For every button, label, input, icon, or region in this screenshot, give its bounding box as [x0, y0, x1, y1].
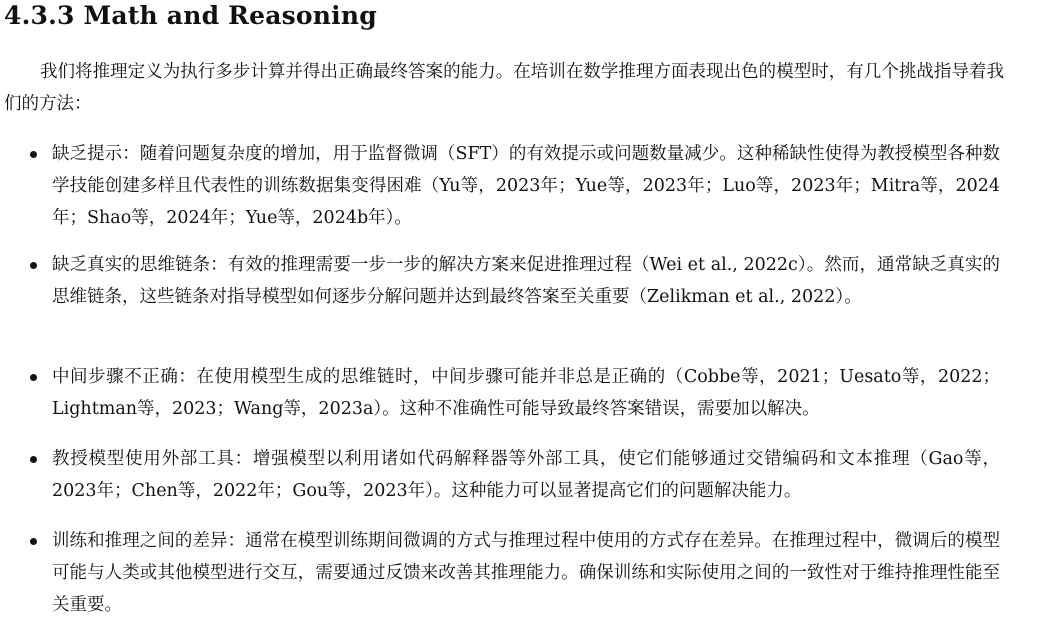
list-item-text: 中间步骤不正确：在使用模型生成的思维链时，中间步骤可能并非总是正确的（Cobbe等，2021；Uesato等，2022；Lightman等，2023；Wang等，2023a）。这种不准确性可能导致最终答案错误，需要加以解决。	[52, 367, 1000, 419]
bullet-icon	[30, 151, 37, 158]
bullet-icon	[30, 456, 37, 463]
section-heading: 4.3.3 Math and Reasoning	[4, 1, 377, 30]
bullet-icon	[30, 538, 37, 545]
intro-paragraph: 我们将推理定义为执行多步计算并得出正确最终答案的能力。在培训在数学推理方面表现出色的模型时，有几个挑战指导着我们的方法：	[4, 62, 1004, 114]
bullet-icon	[30, 374, 37, 381]
list-item-text: 缺乏真实的思维链条：有效的推理需要一步一步的解决方案来促进推理过程（Wei et al., 2022c）。然而，通常缺乏真实的思维链条，这些链条对指导模型如何逐步分解问题并达到最终答案至关重要（Zelikman et al., 2022）。	[52, 255, 1000, 307]
list-item-text: 缺乏提示：随着问题复杂度的增加，用于监督微调（SFT）的有效提示或问题数量减少。这种稀缺性使得为教授模型各种数学技能创建多样且代表性的训练数据集变得困难（Yu等，2023年；Yue等，2023年；Luo等，2023年；Mitra等，2024年；Shao等，2024年；Yue等，2024b年）。	[52, 144, 1000, 228]
list-item-text: 教授模型使用外部工具：增强模型以利用诸如代码解释器等外部工具，使它们能够通过交错编码和文本推理（Gao等，2023年；Chen等，2022年；Gou等，2023年）。这种能力可以显著提高它们的问题解决能力。	[52, 449, 1000, 501]
list-item-text: 训练和推理之间的差异：通常在模型训练期间微调的方式与推理过程中使用的方式存在差异。在推理过程中，微调后的模型可能与人类或其他模型进行交互，需要通过反馈来改善其推理能力。确保训练和实际使用之间的一致性对于维持推理性能至关重要。	[52, 531, 1000, 615]
bullet-icon	[30, 262, 37, 269]
